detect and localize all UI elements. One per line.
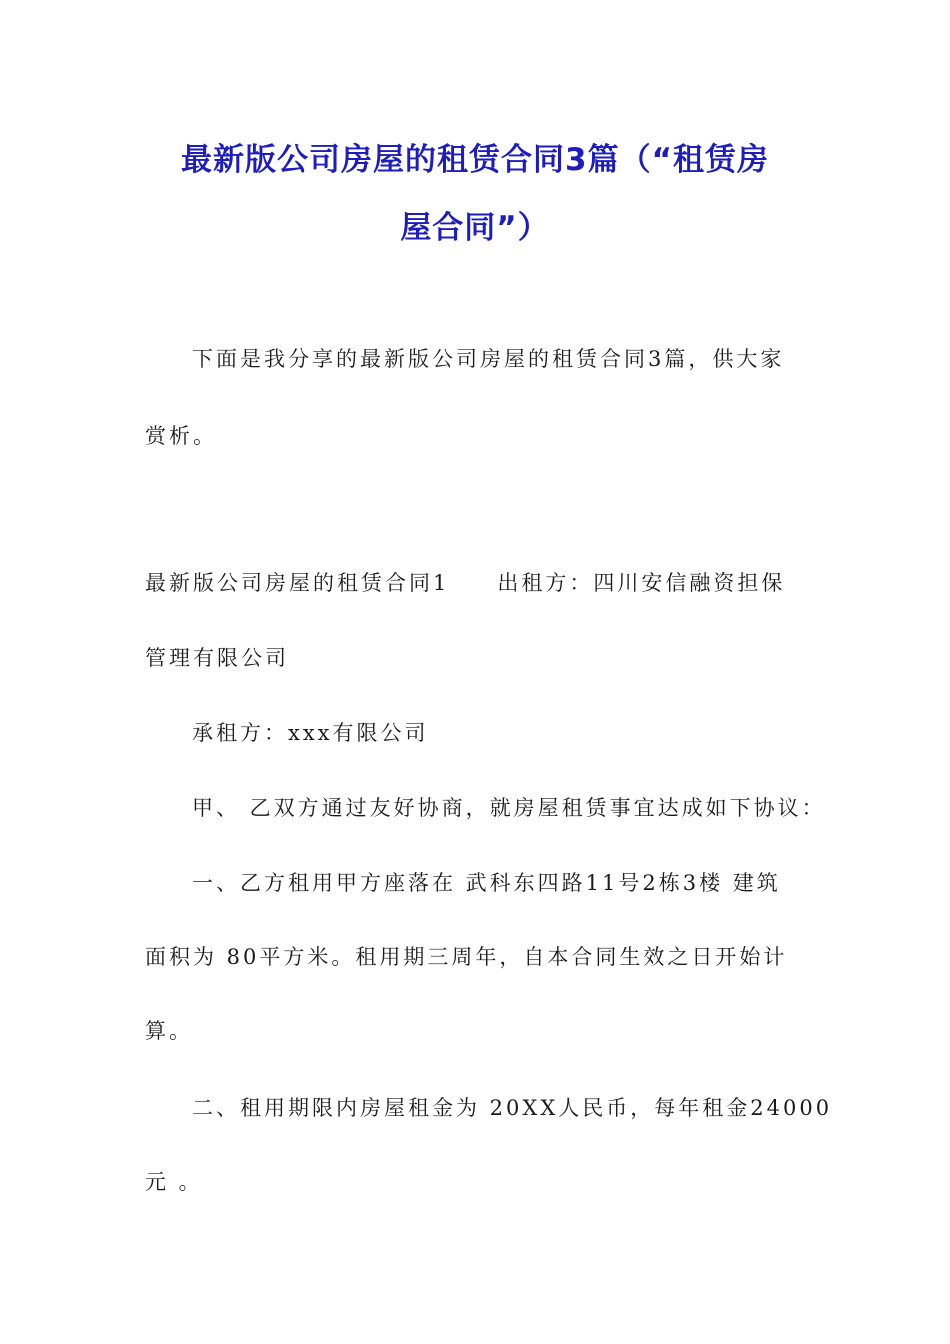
clause-1-line: 算。 [145,1019,193,1043]
clause-2-line: 元 。 [145,1170,203,1194]
intro-paragraph-line: 赏析。 [145,424,217,448]
intro-paragraph-line: 下面是我分享的最新版公司房屋的租赁合同3篇，供大家 [192,347,785,371]
clause-1-line: 一、乙方租用甲方座落在 武科东四路11号2栋3楼 建筑 [192,871,781,895]
document-title-line-2: 屋合同”） [400,210,550,246]
contract-heading-line: 最新版公司房屋的租赁合同1 出租方：四川安信融资担保 [145,571,786,595]
contract-heading-line: 管理有限公司 [145,646,289,670]
clause-1-line: 面积为 80平方米。租用期三周年，自本合同生效之日开始计 [145,945,788,969]
clause-2-line: 二、租用期限内房屋租金为 20XX人民币，每年租金24000 [192,1096,833,1120]
document-title-line-1: 最新版公司房屋的租赁合同3篇（“租赁房 [181,142,769,178]
lessee-line: 承租方：xxx有限公司 [192,721,429,745]
agreement-intro-line: 甲、 乙双方通过友好协商，就房屋租赁事宜达成如下协议： [192,796,826,820]
